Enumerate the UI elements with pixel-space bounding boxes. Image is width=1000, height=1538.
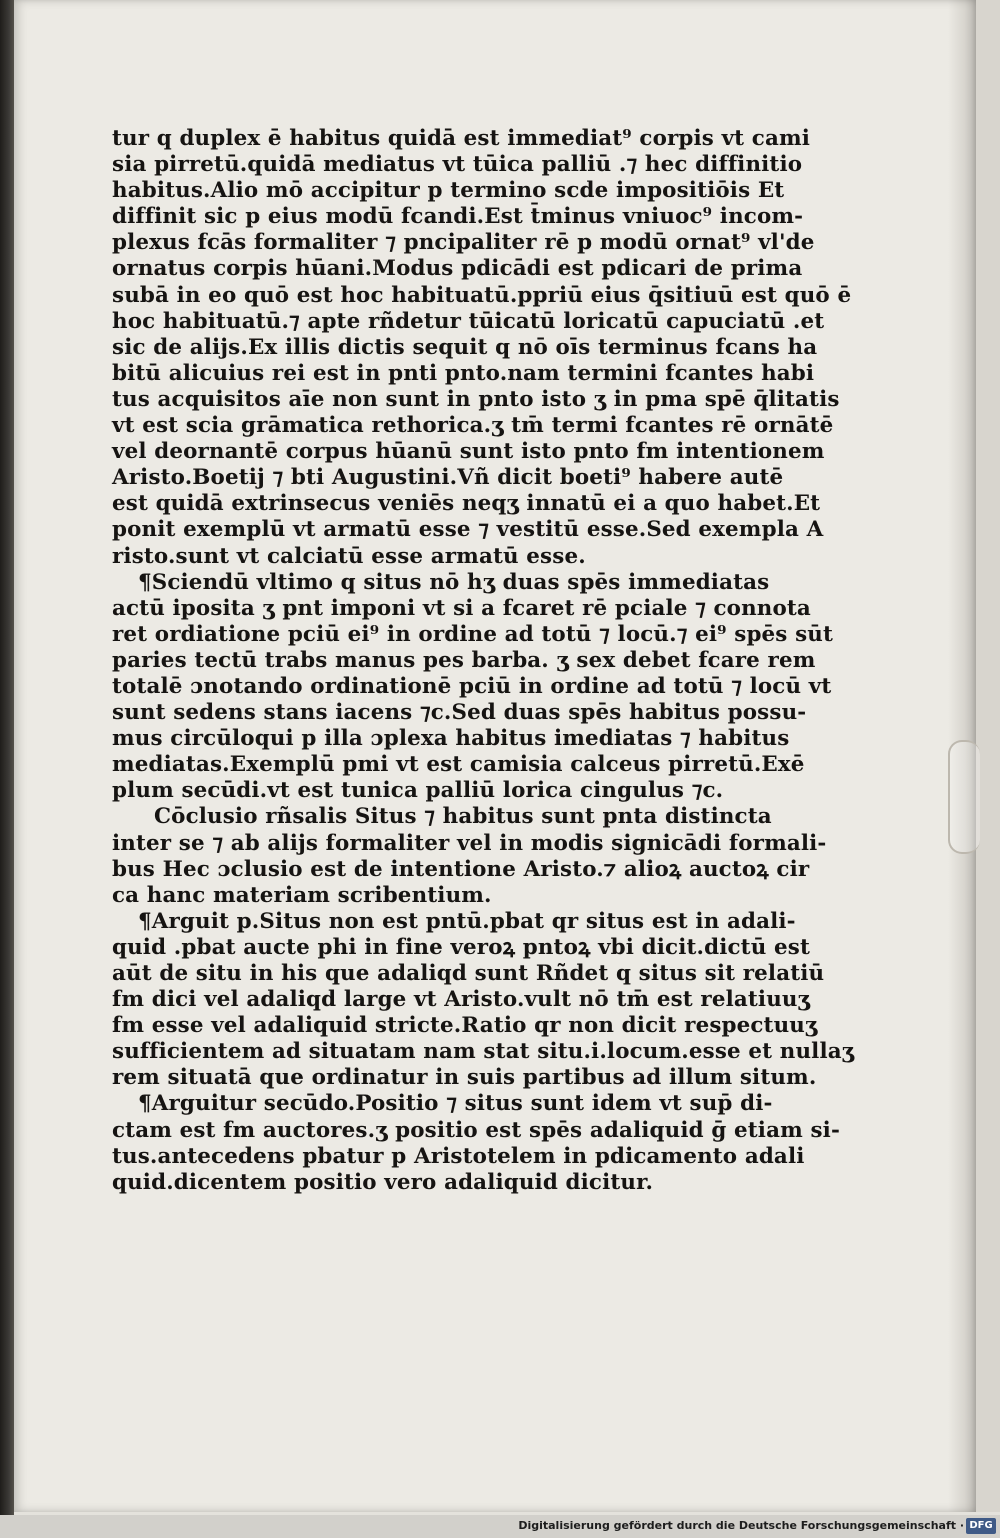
text-line: ponit exemplū vt armatū esse ⁊ vestitū esse.Sed exempla A: [112, 517, 824, 543]
paragraph-start-line: ¶Arguitur secūdo.Positio ⁊ situs sunt idem vt sup̄ di-: [138, 1091, 773, 1117]
funding-credit: Digitalisierung gefördert durch die Deutsche Forschungsgemeinschaft ·: [518, 1519, 964, 1532]
text-line: sufficientem ad situatam nam stat situ.i.locum.esse et nullaʒ: [112, 1039, 855, 1065]
paragraph-start-line: ¶Sciendū vltimo q situs nō hʒ duas spēs immediatas: [138, 569, 770, 595]
text-line: sic de alijs.Ex illis dictis sequit q nō oīs terminus fcans ha: [112, 334, 818, 360]
text-line: actū iposita ʒ pnt imponi vt si a fcaret rē pciale ⁊ connota: [112, 595, 811, 621]
dfg-logo: DFG: [966, 1518, 996, 1534]
text-line: fm esse vel adaliquid stricte.Ratio qr non dicit respectuuʒ: [112, 1013, 818, 1039]
text-line: tus.antecedens pbatur p Aristotelem in pdicamento adali: [112, 1143, 805, 1169]
text-line: quid.dicentem positio vero adaliquid dicitur.: [112, 1169, 654, 1195]
text-line: vel deornantē corpus hūanū sunt isto pnto fm intentionem: [112, 439, 825, 465]
text-line: hoc habituatū.⁊ apte rñdetur tūicatū loricatū capuciatū .et: [112, 308, 825, 334]
text-line: risto.sunt vt calciatū esse armatū esse.: [112, 543, 586, 569]
text-line: sia pirretū.quidā mediatus vt tūica palliū .⁊ hec diffinitio: [112, 152, 803, 178]
text-line: Aristo.Boetij ⁊ bti Augustini.Vñ dicit boeti⁹ habere autē: [112, 465, 784, 491]
blackletter-text-block: [112, 126, 855, 1196]
text-line: tur q duplex ē habitus quidā est immediat⁹ corpis vt cami: [112, 126, 811, 151]
text-line: diffinit sic p eius modū fcandi.Est t̄minus vniuoc⁹ incom-: [112, 204, 804, 230]
text-line: plum secūdi.vt est tunica palliū lorica cingulus ⁊c.: [112, 778, 724, 804]
paragraph-start-line: Cōclusio rñsalis Situs ⁊ habitus sunt pnta distincta: [154, 804, 772, 830]
text-line: inter se ⁊ ab alijs formaliter vel in modis signicādi formali-: [112, 830, 827, 856]
text-line: mus circūloqui p illa ɔplexa habitus imediatas ⁊ habitus: [112, 726, 790, 752]
text-line: ornatus corpis hūani.Modus pdicādi est pdicari de prima: [112, 256, 803, 282]
text-line: mediatas.Exemplū pmi vt est camisia calceus pirretū.Exē: [112, 752, 805, 778]
text-line: paries tectū trabs manus pes barba. ʒ sex debet fcare rem: [112, 647, 816, 673]
page-clip-mark: [948, 740, 980, 854]
binding-edge: [0, 0, 14, 1515]
text-line: totalē ɔnotando ordinationē pciū in ordine ad totū ⁊ locū vt: [112, 673, 832, 699]
text-line: aūt de situ in his que adaliqd sunt Rñdet q situs sit relatiū: [112, 961, 825, 986]
text-line: ret ordiatione pciū ei⁹ in ordine ad totū ⁊ locū.⁊ ei⁹ spēs sūt: [112, 621, 834, 647]
text-line: bitū alicuius rei est in pnti pnto.nam termini fcantes habi: [112, 360, 815, 386]
text-line: quid .pbat aucte phi in fine veroꝝ pntoꝝ vbi dicit.dictū est: [112, 934, 810, 960]
text-line: subā in eo quō est hoc habituatū.ppriū eius q̄sitiuū est quō ē: [112, 282, 852, 308]
paragraph-start-line: ¶Arguit p.Situs non est pntū.pbat qr situs est in adali-: [138, 908, 796, 934]
text-line: est quidā extrinsecus veniēs neqʒ innatū ei a quo habet.Et: [112, 491, 821, 517]
text-line: ca hanc materiam scribentium.: [112, 882, 492, 908]
text-line: fm dici vel adaliqd large vt Aristo.vult nō tm̄ est relatiuuʒ: [112, 987, 810, 1013]
text-line: vt est scia grāmatica rethorica.ʒ tm̄ termi fcantes rē ornātē: [112, 413, 834, 439]
text-line: sunt sedens stans iacens ⁊c.Sed duas spēs habitus possu-: [112, 700, 807, 726]
text-line: rem situatā que ordinatur in suis partibus ad illum situm.: [112, 1065, 817, 1091]
text-line: tus acquisitos aīe non sunt in pnto isto ʒ in pma spē q̄litatis: [112, 386, 840, 412]
text-line: bus Hec ɔclusio est de intentione Aristo.⁊ alioꝝ auctoꝝ cir: [112, 856, 810, 882]
text-line: ctam est fm auctores.ʒ positio est spēs adaliquid ḡ etiam si-: [112, 1117, 840, 1143]
digitization-footer: [0, 1515, 1000, 1538]
text-line: habitus.Alio mō accipitur p termino scde impositiōis Et: [112, 178, 785, 204]
text-line: plexus fcās formaliter ⁊ pncipaliter rē p modū ornat⁹ vl'de: [112, 230, 815, 256]
